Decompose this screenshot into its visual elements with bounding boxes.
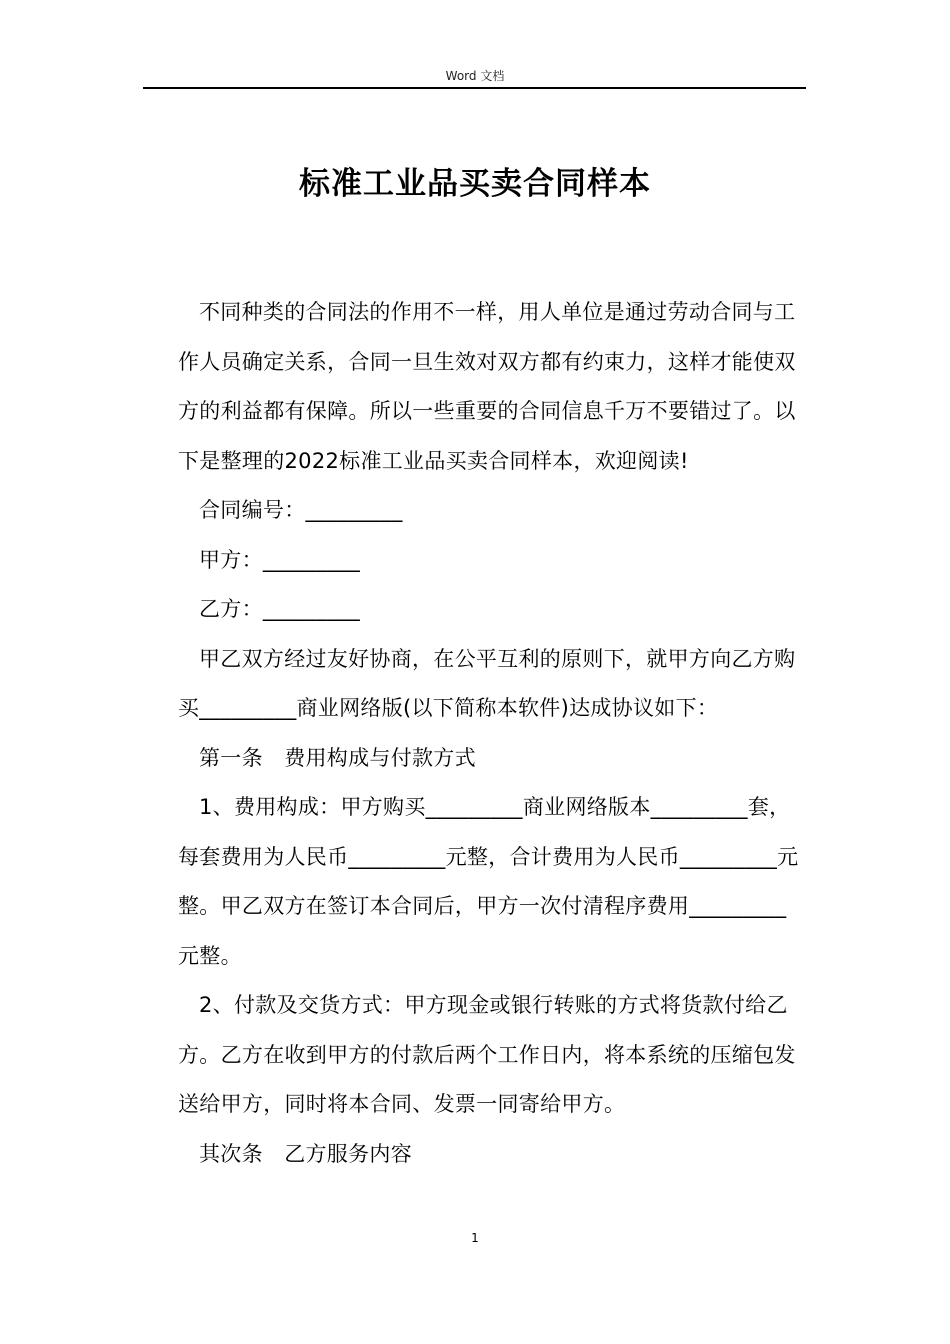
header-divider (143, 87, 806, 89)
party-b-line: 乙方：_________ (199, 597, 361, 621)
page-number: 1 (471, 1231, 479, 1245)
document-body (178, 288, 804, 1179)
payment-delivery-paragraph: 2、付款及交货方式：甲方现金或银行转账的方式将货款付给乙方。乙方在收到甲方的付款后两个工作日内，将本系统的压缩包发送给甲方，同时将本合同、发票一同寄给甲方。 (178, 993, 796, 1116)
party-a-line: 甲方：_________ (199, 547, 361, 572)
intro-paragraph: 不同种类的合同法的作用不一样，用人单位是通过劳动合同与工作人员确定关系，合同一旦生效对双方都有约束力，这样才能使双方的利益都有保障。所以一些重要的合同信息千万不要错过了。以下是整理的2022标准工业品买卖合同样本，欢迎阅读! (178, 300, 796, 473)
document-title: 标准工业品买卖合同样本 (299, 166, 651, 202)
page-header: Word 文档 (445, 69, 505, 83)
article-one-heading: 第一条 费用构成与付款方式 (199, 745, 476, 770)
fee-composition-paragraph: 1、费用构成：甲方购买_________商业网络版本_________套，每套费用为人民币_________元整，合计费用为人民币_________元整。甲乙双方在签订本合同后，甲方一次付清程序费用_________元整。 (178, 795, 799, 968)
agreement-paragraph: 甲乙双方经过友好协商，在公平互利的原则下，就甲方向乙方购买_________商业网络版(以下简称本软件)达成协议如下： (178, 646, 796, 720)
article-two-heading: 其次条 乙方服务内容 (199, 1141, 412, 1166)
contract-number-line: 合同编号：_________ (199, 498, 403, 522)
